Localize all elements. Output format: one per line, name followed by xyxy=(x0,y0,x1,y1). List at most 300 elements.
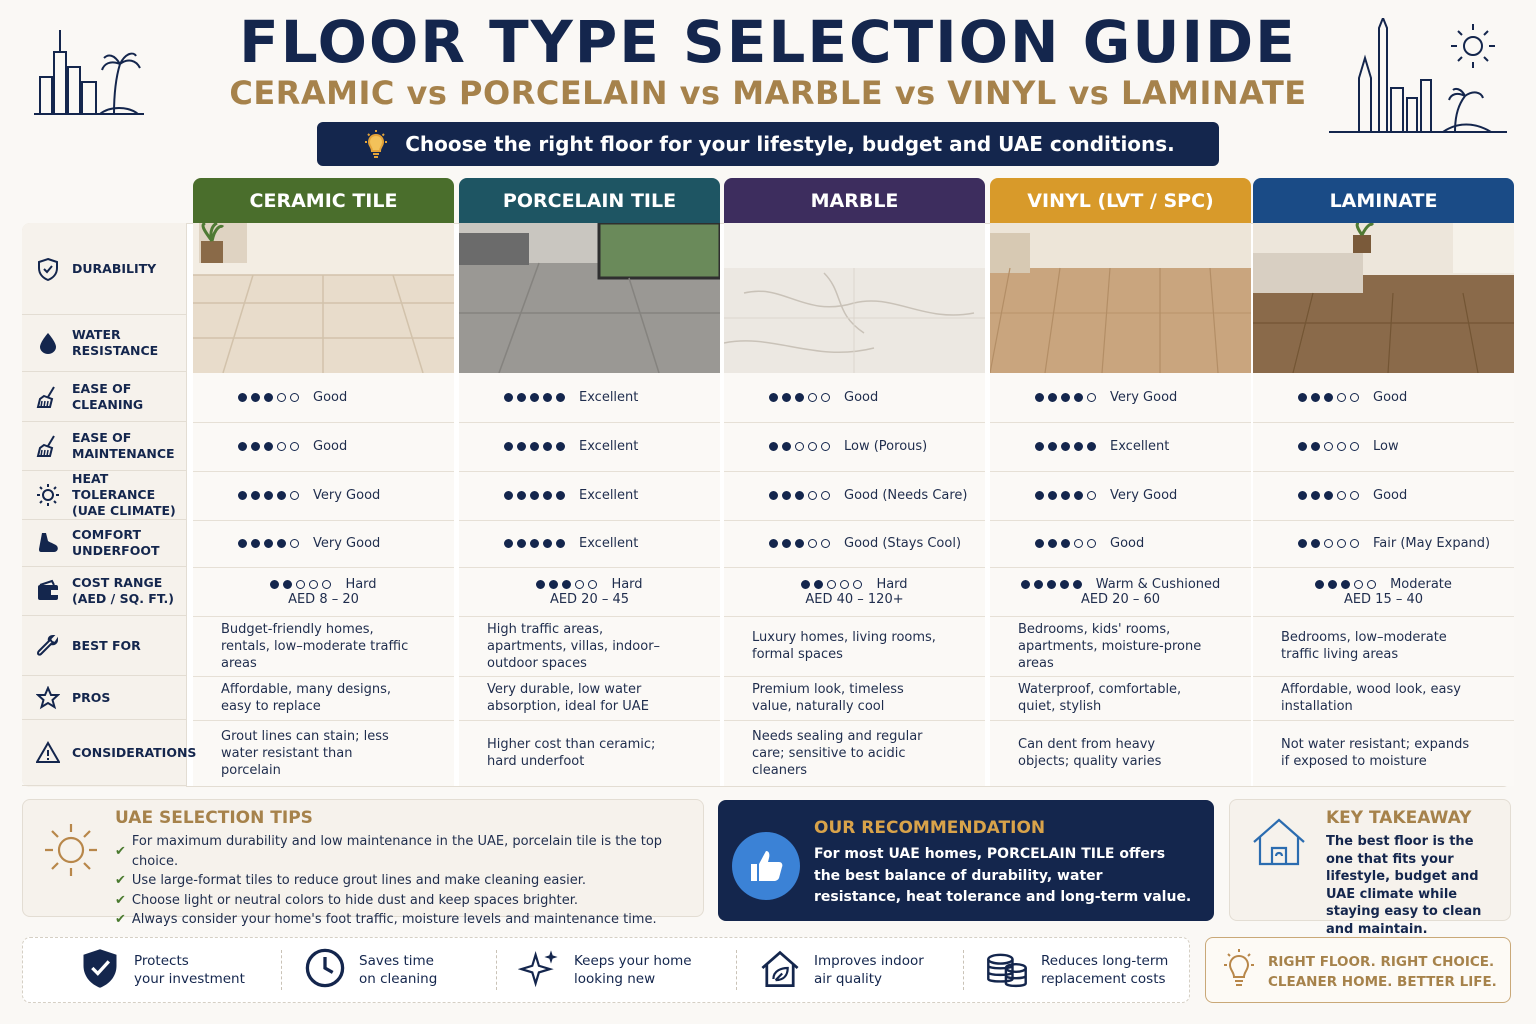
empty-dot xyxy=(840,580,849,589)
rating-dots xyxy=(536,580,597,589)
cost-cell xyxy=(990,567,1251,616)
filled-dot xyxy=(251,442,260,451)
empty-dot xyxy=(1350,491,1359,500)
tips-list xyxy=(115,832,703,930)
filled-dot xyxy=(264,393,273,402)
empty-dot xyxy=(1324,442,1333,451)
cost-rating xyxy=(270,577,376,592)
empty-dot xyxy=(1087,539,1096,548)
filled-dot xyxy=(1311,491,1320,500)
filled-dot xyxy=(1073,580,1082,589)
filled-dot xyxy=(782,393,791,402)
row-label-text: DURABILITY xyxy=(72,260,157,276)
filled-dot xyxy=(562,580,571,589)
empty-dot xyxy=(1350,393,1359,402)
filled-dot xyxy=(782,539,791,548)
benefit-line-2: looking new xyxy=(574,971,656,987)
shield-check-icon xyxy=(78,946,122,994)
row-label-text: EASE OF CLEANING xyxy=(72,380,144,412)
rating-dots xyxy=(238,442,299,451)
benefit-divider xyxy=(963,950,964,990)
benefit-line-2: replacement costs xyxy=(1041,971,1166,987)
intro-banner xyxy=(317,122,1219,166)
filled-dot xyxy=(795,393,804,402)
filled-dot xyxy=(1074,491,1083,500)
rating-text: Good xyxy=(313,390,348,405)
cost-range: AED 40 – 120+ xyxy=(805,591,904,607)
broom-icon xyxy=(36,385,60,409)
rating-dots xyxy=(270,580,331,589)
cost-range: AED 20 – 60 xyxy=(1080,591,1161,607)
empty-dot xyxy=(795,442,804,451)
wallet-icon xyxy=(36,579,60,603)
rating-dots xyxy=(1298,442,1359,451)
rating-text: Good xyxy=(1373,488,1408,503)
rating-text: Good (Stays Cool) xyxy=(844,536,962,551)
benefit-item xyxy=(985,946,1168,994)
filled-dot xyxy=(1298,442,1307,451)
foot-icon xyxy=(36,531,60,555)
benefit-divider xyxy=(496,950,497,990)
lightbulb-icon xyxy=(361,129,391,159)
uae-tips-panel xyxy=(22,799,704,927)
empty-dot xyxy=(1337,539,1346,548)
empty-dot xyxy=(853,580,862,589)
rating-dots xyxy=(769,491,830,500)
cost-rating xyxy=(801,577,907,592)
filled-dot xyxy=(251,393,260,402)
filled-dot xyxy=(1060,580,1069,589)
row-label-1 xyxy=(22,315,187,372)
filled-dot xyxy=(1047,580,1056,589)
column-header-3: VINYL (LVT / SPC) xyxy=(990,178,1251,223)
row-label-4 xyxy=(22,471,187,520)
tip-item xyxy=(115,832,703,871)
benefit-line-1: Saves time xyxy=(359,953,434,969)
filled-dot xyxy=(517,393,526,402)
cost-cell xyxy=(724,567,985,616)
rating-cell xyxy=(504,471,715,520)
empty-dot xyxy=(827,580,836,589)
page-subtitle: CERAMIC vs PORCELAIN vs MARBLE vs VINYL vs LAMINATE xyxy=(229,74,1307,112)
filled-dot xyxy=(283,580,292,589)
sun-icon xyxy=(36,483,60,507)
filled-dot xyxy=(814,580,823,589)
clock-icon xyxy=(303,946,347,994)
empty-dot xyxy=(808,393,817,402)
filled-dot xyxy=(264,442,273,451)
cost-rating xyxy=(1021,577,1221,592)
rating-dots xyxy=(769,393,830,402)
filled-dot xyxy=(769,491,778,500)
filled-dot xyxy=(543,393,552,402)
page-title: FLOOR TYPE SELECTION GUIDE xyxy=(239,8,1297,76)
rating-cell xyxy=(238,520,449,567)
filled-dot xyxy=(1034,580,1043,589)
empty-dot xyxy=(1350,442,1359,451)
empty-dot xyxy=(309,580,318,589)
rating-dots xyxy=(801,580,862,589)
tip-item xyxy=(115,871,703,891)
motto-line-2: CLEANER HOME. BETTER LIFE. xyxy=(1268,974,1497,990)
rating-cell xyxy=(238,373,449,422)
filled-dot xyxy=(782,491,791,500)
recommendation-panel xyxy=(718,800,1214,921)
empty-dot xyxy=(1354,580,1363,589)
filled-dot xyxy=(517,442,526,451)
filled-dot xyxy=(801,580,810,589)
rating-dots xyxy=(1298,393,1359,402)
rating-dots xyxy=(769,539,830,548)
filled-dot xyxy=(769,393,778,402)
benefit-line-2: your investment xyxy=(134,971,245,987)
row-label-6 xyxy=(22,567,187,616)
row-label-text: COMFORT UNDERFOOT xyxy=(72,527,160,558)
skyline-sun-icon xyxy=(1325,18,1513,136)
benefit-divider xyxy=(281,950,282,990)
floor-photo-2 xyxy=(724,223,985,373)
floor-photo-4 xyxy=(1253,223,1514,373)
rating-text: Good xyxy=(844,390,879,405)
rating-dots xyxy=(1021,580,1082,589)
filled-dot xyxy=(1048,442,1057,451)
rating-cell xyxy=(1298,471,1509,520)
filled-dot xyxy=(1061,491,1070,500)
filled-dot xyxy=(1061,442,1070,451)
rating-cell xyxy=(769,422,980,471)
rating-text: Excellent xyxy=(579,536,639,551)
cons-cell: Can dent from heavy objects; quality varies xyxy=(1018,737,1162,769)
filled-dot xyxy=(1324,393,1333,402)
filled-dot xyxy=(530,491,539,500)
rating-dots xyxy=(504,442,565,451)
pros-cell: Affordable, many designs, easy to replace xyxy=(221,682,391,714)
filled-dot xyxy=(769,442,778,451)
rating-cell xyxy=(769,373,980,422)
row-label-9 xyxy=(22,720,197,786)
motto-line-1: RIGHT FLOOR. RIGHT CHOICE. xyxy=(1268,954,1495,970)
cost-rating-text: Warm & Cushioned xyxy=(1095,576,1221,592)
benefit-text xyxy=(574,952,692,988)
column-header-0: CERAMIC TILE xyxy=(193,178,454,223)
empty-dot xyxy=(808,539,817,548)
filled-dot xyxy=(517,539,526,548)
floor-photo-0 xyxy=(193,223,454,373)
floor-photo-3 xyxy=(990,223,1251,373)
benefit-text xyxy=(814,952,924,988)
filled-dot xyxy=(782,442,791,451)
cons-cell: Higher cost than ceramic; hard underfoot xyxy=(487,737,656,769)
filled-dot xyxy=(264,491,273,500)
best-for-cell: High traffic areas, apartments, villas, indoor–outdoor spaces xyxy=(487,621,661,671)
wrench-icon xyxy=(36,634,60,658)
best-for-cell: Bedrooms, kids' rooms, apartments, moisture-prone areas xyxy=(1018,621,1202,671)
pros-cell: Waterproof, comfortable, quiet, stylish xyxy=(1018,682,1182,714)
column-header-1: PORCELAIN TILE xyxy=(459,178,720,223)
coins-icon xyxy=(985,946,1029,994)
benefit-text xyxy=(1041,952,1168,988)
filled-dot xyxy=(1298,393,1307,402)
filled-dot xyxy=(1035,539,1044,548)
thumbs-up-icon xyxy=(732,832,800,900)
rating-dots xyxy=(238,539,299,548)
cost-cell xyxy=(1253,567,1514,616)
rating-text: Excellent xyxy=(1110,439,1170,454)
benefit-line-1: Protects xyxy=(134,953,189,969)
filled-dot xyxy=(504,539,513,548)
empty-dot xyxy=(277,393,286,402)
filled-dot xyxy=(270,580,279,589)
floor-photo-1 xyxy=(459,223,720,373)
filled-dot xyxy=(543,539,552,548)
filled-dot xyxy=(1341,580,1350,589)
filled-dot xyxy=(1048,539,1057,548)
benefit-item xyxy=(518,946,692,994)
empty-dot xyxy=(290,393,299,402)
rating-text: Very Good xyxy=(1110,390,1178,405)
empty-dot xyxy=(1337,393,1346,402)
rating-dots xyxy=(504,491,565,500)
cost-rating-text: Moderate xyxy=(1390,576,1452,592)
benefit-divider xyxy=(736,950,737,990)
rating-cell xyxy=(1035,520,1246,567)
empty-dot xyxy=(296,580,305,589)
empty-dot xyxy=(1087,491,1096,500)
recommendation-title: OUR RECOMMENDATION xyxy=(814,818,1046,838)
filled-dot xyxy=(504,393,513,402)
rating-cell xyxy=(769,471,980,520)
best-for-cell: Budget-friendly homes, rentals, low–moderate traffic areas xyxy=(221,621,409,671)
house-leaf-icon xyxy=(758,946,802,994)
row-labels-column xyxy=(22,223,197,787)
filled-dot xyxy=(769,539,778,548)
filled-dot xyxy=(264,539,273,548)
rating-text: Good (Needs Care) xyxy=(844,488,968,503)
filled-dot xyxy=(543,491,552,500)
cost-range: AED 8 – 20 xyxy=(288,591,359,607)
filled-dot xyxy=(1324,491,1333,500)
cons-cell: Needs sealing and regular care; sensitive to acidic cleaners xyxy=(752,728,923,778)
benefit-item xyxy=(758,946,924,994)
filled-dot xyxy=(517,491,526,500)
rating-cell xyxy=(504,422,715,471)
rating-text: Low (Porous) xyxy=(844,439,928,454)
empty-dot xyxy=(1350,539,1359,548)
star-icon xyxy=(36,686,60,710)
shield-icon xyxy=(36,257,60,281)
takeaway-text: The best floor is the one that fits your lifestyle, budget and UAE climate while staying easy to clean and maintain. xyxy=(1326,834,1482,937)
benefit-item xyxy=(78,946,245,994)
sparkle-icon xyxy=(518,946,562,994)
cost-rating xyxy=(1315,577,1452,592)
filled-dot xyxy=(543,442,552,451)
cost-rating-text: Hard xyxy=(345,576,377,592)
row-label-text: WATER RESISTANCE xyxy=(72,327,159,358)
tips-title: UAE SELECTION TIPS xyxy=(115,808,313,828)
empty-dot xyxy=(808,491,817,500)
row-label-text: PROS xyxy=(72,689,111,705)
recommendation-text: For most UAE homes, PORCELAIN TILE offers the best balance of durability, water resistance, heat tolerance and long-term value. xyxy=(814,846,1192,905)
rating-dots xyxy=(1315,580,1376,589)
cost-cell xyxy=(193,567,454,616)
row-label-text: HEAT TOLERANCE (UAE CLIMATE) xyxy=(72,471,176,518)
filled-dot xyxy=(1048,491,1057,500)
rating-cell xyxy=(1035,471,1246,520)
rating-cell xyxy=(504,520,715,567)
filled-dot xyxy=(238,442,247,451)
filled-dot xyxy=(530,539,539,548)
filled-dot xyxy=(238,393,247,402)
rating-text: Good xyxy=(313,439,348,454)
cost-rating xyxy=(536,577,642,592)
filled-dot xyxy=(1061,393,1070,402)
empty-dot xyxy=(821,393,830,402)
row-label-3 xyxy=(22,422,187,471)
motto-box xyxy=(1205,937,1511,1003)
cons-cell: Grout lines can stain; less water resistant than porcelain xyxy=(221,728,389,778)
empty-dot xyxy=(322,580,331,589)
empty-dot xyxy=(821,539,830,548)
rating-cell xyxy=(1298,520,1509,567)
empty-dot xyxy=(290,539,299,548)
rating-text: Excellent xyxy=(579,390,639,405)
tip-text: For maximum durability and low maintenance in the UAE, porcelain tile is the top choice. xyxy=(131,834,663,869)
tip-text: Always consider your home's foot traffic, moisture levels and maintenance time. xyxy=(131,912,657,927)
warning-icon xyxy=(36,741,60,765)
filled-dot xyxy=(536,580,545,589)
filled-dot xyxy=(549,580,558,589)
filled-dot xyxy=(251,539,260,548)
filled-dot xyxy=(1048,393,1057,402)
cons-cell: Not water resistant; expands if exposed to moisture xyxy=(1281,737,1470,769)
column-header-2: MARBLE xyxy=(724,178,985,223)
row-label-text: EASE OF MAINTENANCE xyxy=(72,430,175,461)
check-icon: ✔ xyxy=(115,873,126,888)
filled-dot xyxy=(530,393,539,402)
empty-dot xyxy=(1337,442,1346,451)
filled-dot xyxy=(1328,580,1337,589)
rating-text: Excellent xyxy=(579,488,639,503)
rating-cell xyxy=(1298,373,1509,422)
benefit-text xyxy=(134,952,245,988)
filled-dot xyxy=(1021,580,1030,589)
sun-icon xyxy=(41,820,101,880)
rating-dots xyxy=(238,393,299,402)
filled-dot xyxy=(795,539,804,548)
rating-text: Excellent xyxy=(579,439,639,454)
filled-dot xyxy=(1298,491,1307,500)
row-label-2 xyxy=(22,372,187,422)
benefit-item xyxy=(303,946,437,994)
rating-cell xyxy=(238,422,449,471)
rating-text: Very Good xyxy=(1110,488,1178,503)
pros-cell: Premium look, timeless value, naturally cool xyxy=(752,682,904,714)
filled-dot xyxy=(504,491,513,500)
tip-item xyxy=(115,891,703,911)
rating-text: Fair (May Expand) xyxy=(1373,536,1491,551)
check-icon: ✔ xyxy=(115,912,126,927)
filled-dot xyxy=(504,442,513,451)
rating-dots xyxy=(504,393,565,402)
filled-dot xyxy=(1311,539,1320,548)
filled-dot xyxy=(556,442,565,451)
filled-dot xyxy=(1035,491,1044,500)
filled-dot xyxy=(277,491,286,500)
pros-cell: Very durable, low water absorption, ideal for UAE xyxy=(487,682,649,714)
column-header-4: LAMINATE xyxy=(1253,178,1514,223)
benefit-line-2: on cleaning xyxy=(359,971,438,987)
filled-dot xyxy=(1061,539,1070,548)
empty-dot xyxy=(277,442,286,451)
empty-dot xyxy=(1337,491,1346,500)
filled-dot xyxy=(530,442,539,451)
filled-dot xyxy=(238,539,247,548)
pros-cell: Affordable, wood look, easy installation xyxy=(1281,682,1461,714)
row-label-text: COST RANGE (AED / SQ. FT.) xyxy=(72,575,174,606)
filled-dot xyxy=(1298,539,1307,548)
rating-dots xyxy=(504,539,565,548)
rating-cell xyxy=(1298,422,1509,471)
rating-text: Very Good xyxy=(313,536,381,551)
filled-dot xyxy=(556,539,565,548)
benefit-line-1: Reduces long-term xyxy=(1041,953,1169,969)
rating-cell xyxy=(1035,422,1246,471)
filled-dot xyxy=(556,491,565,500)
rating-dots xyxy=(1035,393,1096,402)
rating-cell xyxy=(769,520,980,567)
filled-dot xyxy=(1074,442,1083,451)
rating-dots xyxy=(1298,491,1359,500)
water-drop-icon xyxy=(36,331,60,355)
cost-range: AED 20 – 45 xyxy=(549,591,630,607)
rating-cell xyxy=(1035,373,1246,422)
house-icon xyxy=(1250,816,1308,868)
row-label-text: BEST FOR xyxy=(72,637,141,653)
filled-dot xyxy=(556,393,565,402)
empty-dot xyxy=(575,580,584,589)
benefit-line-1: Improves indoor xyxy=(814,953,924,969)
empty-dot xyxy=(290,442,299,451)
rating-dots xyxy=(238,491,299,500)
rating-text: Good xyxy=(1373,390,1408,405)
cost-rating-text: Hard xyxy=(611,576,643,592)
takeaway-title: KEY TAKEAWAY xyxy=(1326,808,1472,828)
rating-dots xyxy=(1035,491,1096,500)
intro-banner-text: Choose the right floor for your lifestyle, budget and UAE conditions. xyxy=(405,132,1175,156)
row-label-5 xyxy=(22,520,187,567)
rating-dots xyxy=(1298,539,1359,548)
empty-dot xyxy=(1074,539,1083,548)
filled-dot xyxy=(251,491,260,500)
filled-dot xyxy=(1035,442,1044,451)
rating-text: Very Good xyxy=(313,488,381,503)
filled-dot xyxy=(1311,393,1320,402)
tip-text: Use large-format tiles to reduce grout lines and make cleaning easier. xyxy=(131,873,587,888)
filled-dot xyxy=(238,491,247,500)
lightbulb-icon xyxy=(1220,948,1258,992)
row-label-text: CONSIDERATIONS xyxy=(72,744,197,760)
filled-dot xyxy=(1035,393,1044,402)
benefit-line-1: Keeps your home xyxy=(574,953,692,969)
filled-dot xyxy=(277,539,286,548)
rating-text: Low xyxy=(1373,439,1399,454)
rating-dots xyxy=(1035,539,1096,548)
empty-dot xyxy=(588,580,597,589)
benefits-strip xyxy=(22,937,1190,1003)
best-for-cell: Bedrooms, low–moderate traffic living areas xyxy=(1281,630,1447,662)
empty-dot xyxy=(290,491,299,500)
row-label-8 xyxy=(22,676,187,720)
